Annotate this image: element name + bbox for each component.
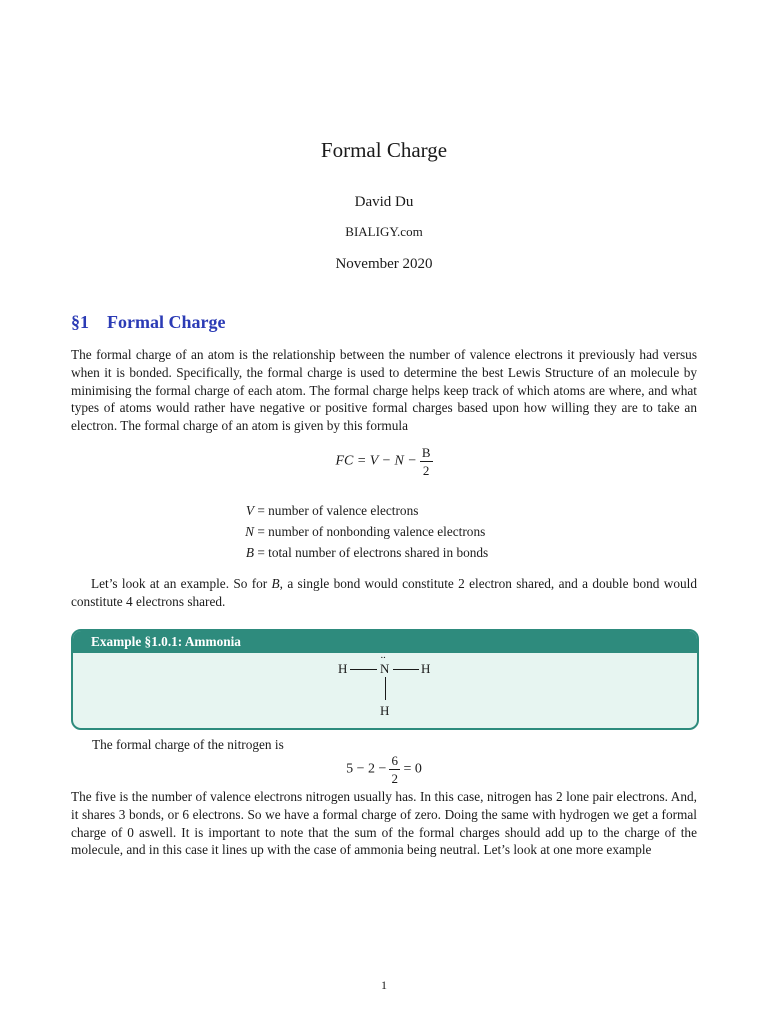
formula-equation — [0, 444, 768, 479]
bond-left — [350, 669, 377, 670]
nitrogen-charge-line: The formal charge of the nitrogen is — [92, 737, 284, 752]
section-title: Formal Charge — [107, 312, 226, 332]
example-title: Example §1.0.1: Ammonia — [73, 631, 697, 653]
definition-var: V — [245, 503, 254, 518]
definition-row — [240, 500, 488, 521]
variable-definitions — [240, 500, 488, 563]
definition-text: = number of valence electrons — [254, 503, 419, 518]
definition-text: = total number of electrons shared in bonds — [254, 545, 489, 560]
page-number: 1 — [381, 978, 387, 992]
bond-right — [393, 669, 419, 670]
document-title: Formal Charge — [320, 138, 448, 162]
calculation-equation — [0, 752, 768, 787]
intro-paragraph: The formal charge of an atom is the relationship between the number of valence electrons it previously had versus when it is bonded. Specifically, the formal charge is used to determine the best Lewis Structure of an molecule by minimising the formal charge of each atom. The formal charge helps keep track of which atoms are where, and what types of atoms would rather have negative or positive formal charges based upon how willing they are to take an electron. The formal charge of an atom is given by this formula — [71, 347, 697, 434]
definition-row — [240, 521, 488, 542]
author-site: BIALIGY.com — [345, 224, 423, 239]
definition-var: N — [245, 524, 254, 539]
formula-lhs: FC = V − N − — [335, 453, 417, 469]
example-box — [71, 629, 699, 730]
calc-denominator: 2 — [391, 771, 398, 786]
formula-fraction — [420, 444, 433, 479]
atom-n-center: N — [380, 661, 390, 676]
lone-pair-dots: ·· — [380, 652, 386, 664]
calc-lhs: 5 − 2 − — [346, 761, 387, 777]
atom-h-left: H — [338, 661, 348, 676]
document-date: November 2020 — [335, 256, 433, 272]
section-number: §1 — [71, 312, 89, 332]
example-intro-var: B — [271, 576, 280, 591]
ammonia-structure — [73, 631, 697, 728]
definition-row — [240, 542, 488, 563]
formula-denominator: 2 — [422, 463, 430, 478]
definition-text: = number of nonbonding valence electrons — [254, 524, 486, 539]
formula-numerator: B — [421, 445, 431, 460]
calc-rhs: = 0 — [403, 761, 422, 777]
atom-h-right: H — [421, 661, 431, 676]
calc-fraction — [389, 752, 400, 787]
explanation-paragraph: The five is the number of valence electrons nitrogen usually has. In this case, nitrogen has 2 lone pair electrons. And, it shares 3 bonds, or 6 electrons. So we have a formal charge of zero. Doing the same with hydrogen we get a formal charge of 0 aswell. It is important to note that the sum of the formal charges should add up to the charge of the molecule, and in this case it lines up with the case of ammonia being neutral. Let’s look at one more example — [71, 789, 697, 858]
bond-bottom — [385, 677, 386, 700]
author-name: David Du — [354, 194, 414, 210]
example-intro-paragraph: Let’s look at an example. So for B, a single bond would constitute 2 electron shared, and a double bond would constitute 4 electrons shared. — [71, 576, 697, 609]
atom-h-bottom: H — [380, 703, 390, 718]
section-heading — [71, 312, 225, 333]
calc-numerator: 6 — [391, 753, 398, 768]
definition-var: B — [245, 545, 254, 560]
